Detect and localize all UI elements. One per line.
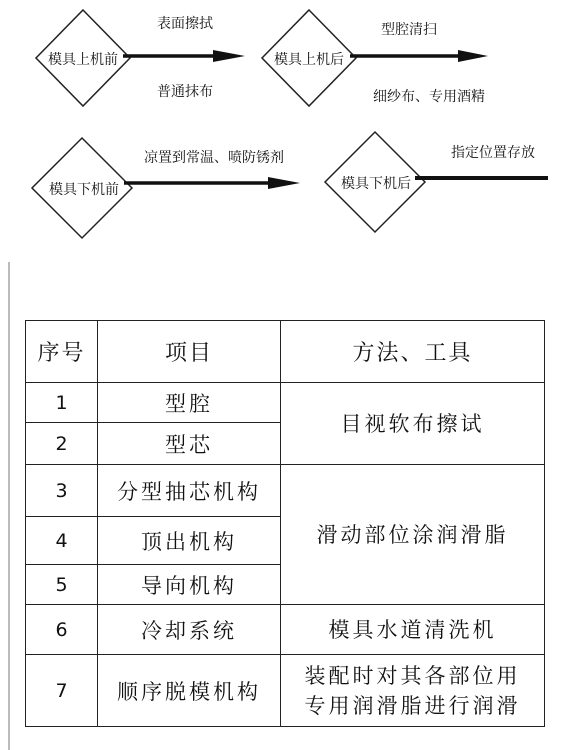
row-no: 6 [26, 605, 98, 655]
table-row [26, 605, 545, 655]
row-item: 顺序脱模机构 [98, 655, 281, 727]
row-item: 导向机构 [98, 565, 281, 605]
node-label-3: 模具下机前 [49, 182, 119, 198]
arrow-head-2 [458, 50, 488, 62]
flow-step-1 [36, 10, 245, 106]
table-row [26, 465, 545, 517]
header-item: 项目 [98, 321, 281, 383]
arrow-head-1 [213, 50, 245, 62]
method-cell: 滑动部位涂润滑脂 [281, 465, 545, 605]
row-item: 冷却系统 [98, 605, 281, 655]
row-no: 3 [26, 465, 98, 517]
row-item: 型芯 [98, 423, 281, 465]
maintenance-table [25, 320, 545, 727]
left-edge-line [8, 262, 10, 750]
table-header-row [26, 321, 545, 383]
row-no: 5 [26, 565, 98, 605]
table-row [26, 383, 545, 423]
method-line: 专用润滑脂进行润滑 [304, 693, 521, 718]
header-no: 序号 [26, 321, 98, 383]
maintenance-flow-diagram [0, 0, 570, 300]
method-cell: 模具水道清洗机 [281, 605, 545, 655]
arrow-below-label-1: 普通抹布 [157, 84, 213, 100]
flow-step-3 [32, 138, 300, 238]
row-no: 1 [26, 383, 98, 423]
row-item: 型腔 [98, 383, 281, 423]
arrow-above-label-4: 指定位置存放 [451, 145, 535, 161]
method-line: 装配时对其各部位用 [304, 663, 521, 688]
row-item: 分型抽芯机构 [98, 465, 281, 517]
arrow-above-label-2: 型腔清扫 [381, 22, 437, 38]
method-cell-multiline [281, 655, 545, 727]
arrow-head-3 [268, 177, 300, 189]
arrow-above-label-1: 表面擦拭 [157, 16, 213, 32]
node-label-2: 模具上机后 [274, 52, 344, 68]
header-method: 方法、工具 [281, 321, 545, 383]
flow-step-2 [262, 10, 488, 106]
node-label-4: 模具下机后 [341, 176, 411, 192]
table-row [26, 655, 545, 727]
method-cell: 目视软布擦试 [281, 383, 545, 465]
row-no: 2 [26, 423, 98, 465]
flow-step-4 [325, 132, 548, 232]
row-no: 7 [26, 655, 98, 727]
arrow-below-label-2: 细纱布、专用酒精 [373, 89, 485, 105]
row-item: 顶出机构 [98, 517, 281, 565]
row-no: 4 [26, 517, 98, 565]
arrow-above-label-3: 凉置到常温、喷防锈剂 [144, 150, 284, 166]
node-label-1: 模具上机前 [48, 52, 118, 68]
